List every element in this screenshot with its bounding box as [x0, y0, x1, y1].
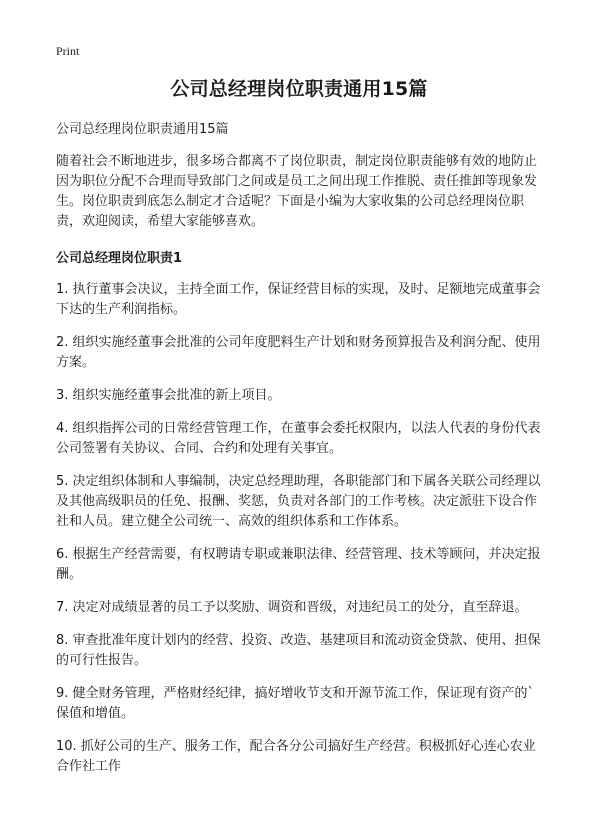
document-title: 公司总经理岗位职责通用15篇 — [170, 78, 428, 100]
duty-item-10: 10. 抓好公司的生产、服务工作，配合各分公司搞好生产经营。积极抓好心连心农业合作社工作 — [56, 739, 536, 774]
duty-item-9: 9. 健全财务管理，严格财经纪律，搞好增收节支和开源节流工作，保证现有资产的`保值和增值。 — [56, 686, 535, 721]
print-label: Print — [56, 44, 80, 58]
intro-paragraph: 随着社会不断地进步，很多场合都离不了岗位职责，制定岗位职责能够有效的地防止因为职位分配不合理而导致部门之间或是员工之间出现工作推脱、责任推卸等现象发生。岗位职责到底怎么制定才合适呢？下面是小编为大家收集的公司总经理岗位职责，欢迎阅读，希望大家能够喜欢。 — [56, 154, 538, 229]
duty-item-6: 6. 根据生产经营需要，有权聘请专职或兼职法律、经营管理、技术等顾问，并决定报酬。 — [56, 547, 541, 582]
duty-item-8: 8. 审查批准年度计划内的经营、投资、改造、基建项目和流动资金贷款、使用、担保的可行性报告。 — [56, 633, 541, 668]
duty-item-3: 3. 组织实施经董事会批准的新上项目。 — [56, 388, 281, 403]
duty-item-7: 7. 决定对成绩显著的员工予以奖励、调资和晋级，对违纪员工的处分，直至辞退。 — [56, 600, 528, 615]
duty-item-2: 2. 组织实施经董事会批准的公司年度肥料生产计划和财务预算报告及利润分配、使用方案。 — [56, 335, 541, 370]
section-heading: 公司总经理岗位职责1 — [56, 251, 183, 266]
duty-item-5: 5. 决定组织体制和人事编制，决定总经理助理，各职能部门和下属各关联公司经理以及其他高级职员的任免、报酬、奖惩，负责对各部门的工作考核。决定派驻下设合作社和人员。建立健全公司统一、高效的组织体系和工作体系。 — [56, 474, 541, 529]
duty-item-4: 4. 组织指挥公司的日常经营管理工作，在董事会委托权限内，以法人代表的身份代表公司签署有关协议、合同、合约和处理有关事宜。 — [56, 421, 541, 456]
document-subtitle: 公司总经理岗位职责通用15篇 — [56, 122, 229, 137]
duty-item-1: 1. 执行董事会决议，主持全面工作，保证经营目标的实现，及时、足额地完成董事会下达的生产利润指标。 — [56, 282, 541, 317]
